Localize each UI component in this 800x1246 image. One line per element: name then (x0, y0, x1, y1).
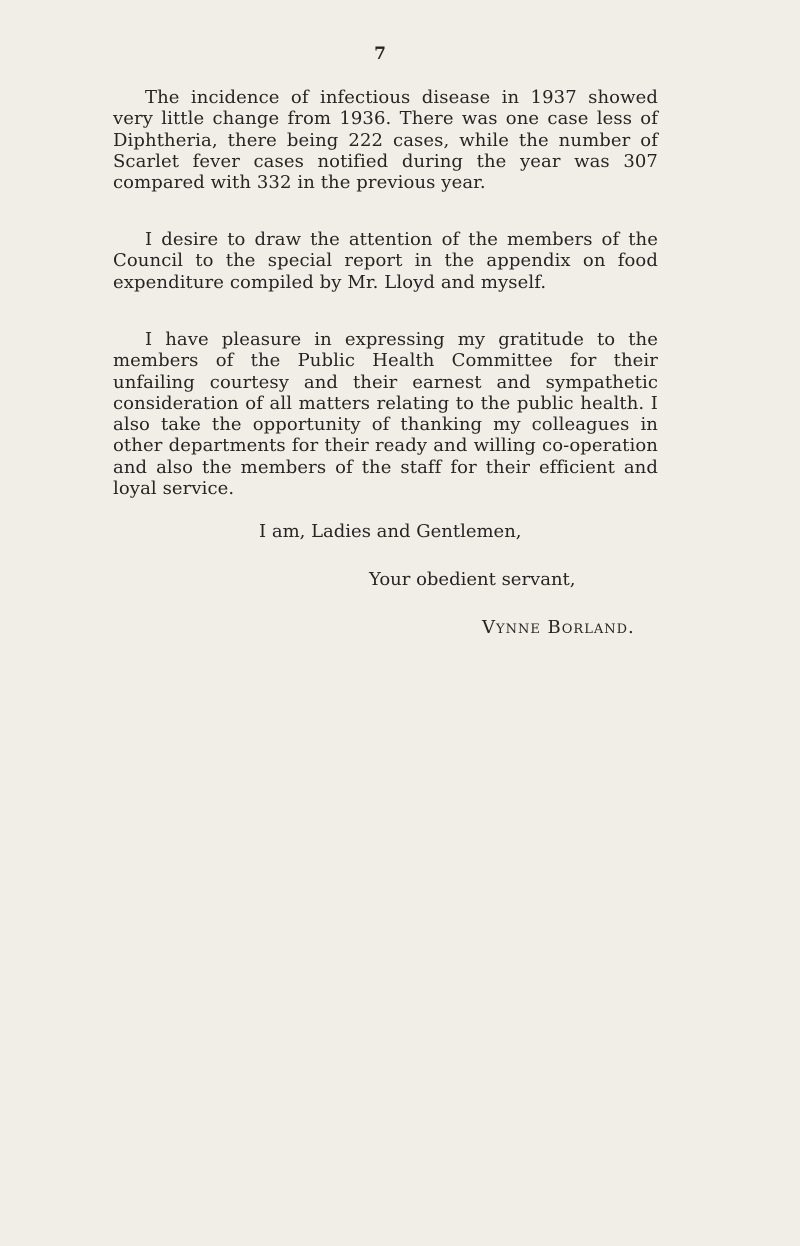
paragraph-food-expenditure-report: I desire to draw the attention of the members of the Council to the special report in the appendix on food expenditure compiled by Mr. Lloyd and myself. (113, 229, 658, 293)
signature: Vynne Borland. (482, 617, 635, 638)
paragraph-acknowledgements: I have pleasure in expressing my gratitude to the members of the Public Health Committee for their unfailing courtesy and their earnest and sympathetic consideration of all matters relating to the public health. I also take the opportunity of thanking my colleagues in other departments for their ready and willing co-operation and also the members of the staff for their efficient and loyal service. (113, 329, 658, 500)
valediction: Your obedient servant, (369, 569, 576, 590)
page-number: 7 (374, 44, 386, 64)
paragraph-infectious-disease: The incidence of infectious disease in 1937 showed very little change from 1936. There was one case less of Diphtheria, there being 222 cases, while the number of Scarlet fever cases notified during the year was 307 compared with 332 in the previous year. (113, 87, 658, 194)
salutation: I am, Ladies and Gentlemen, (259, 521, 522, 542)
